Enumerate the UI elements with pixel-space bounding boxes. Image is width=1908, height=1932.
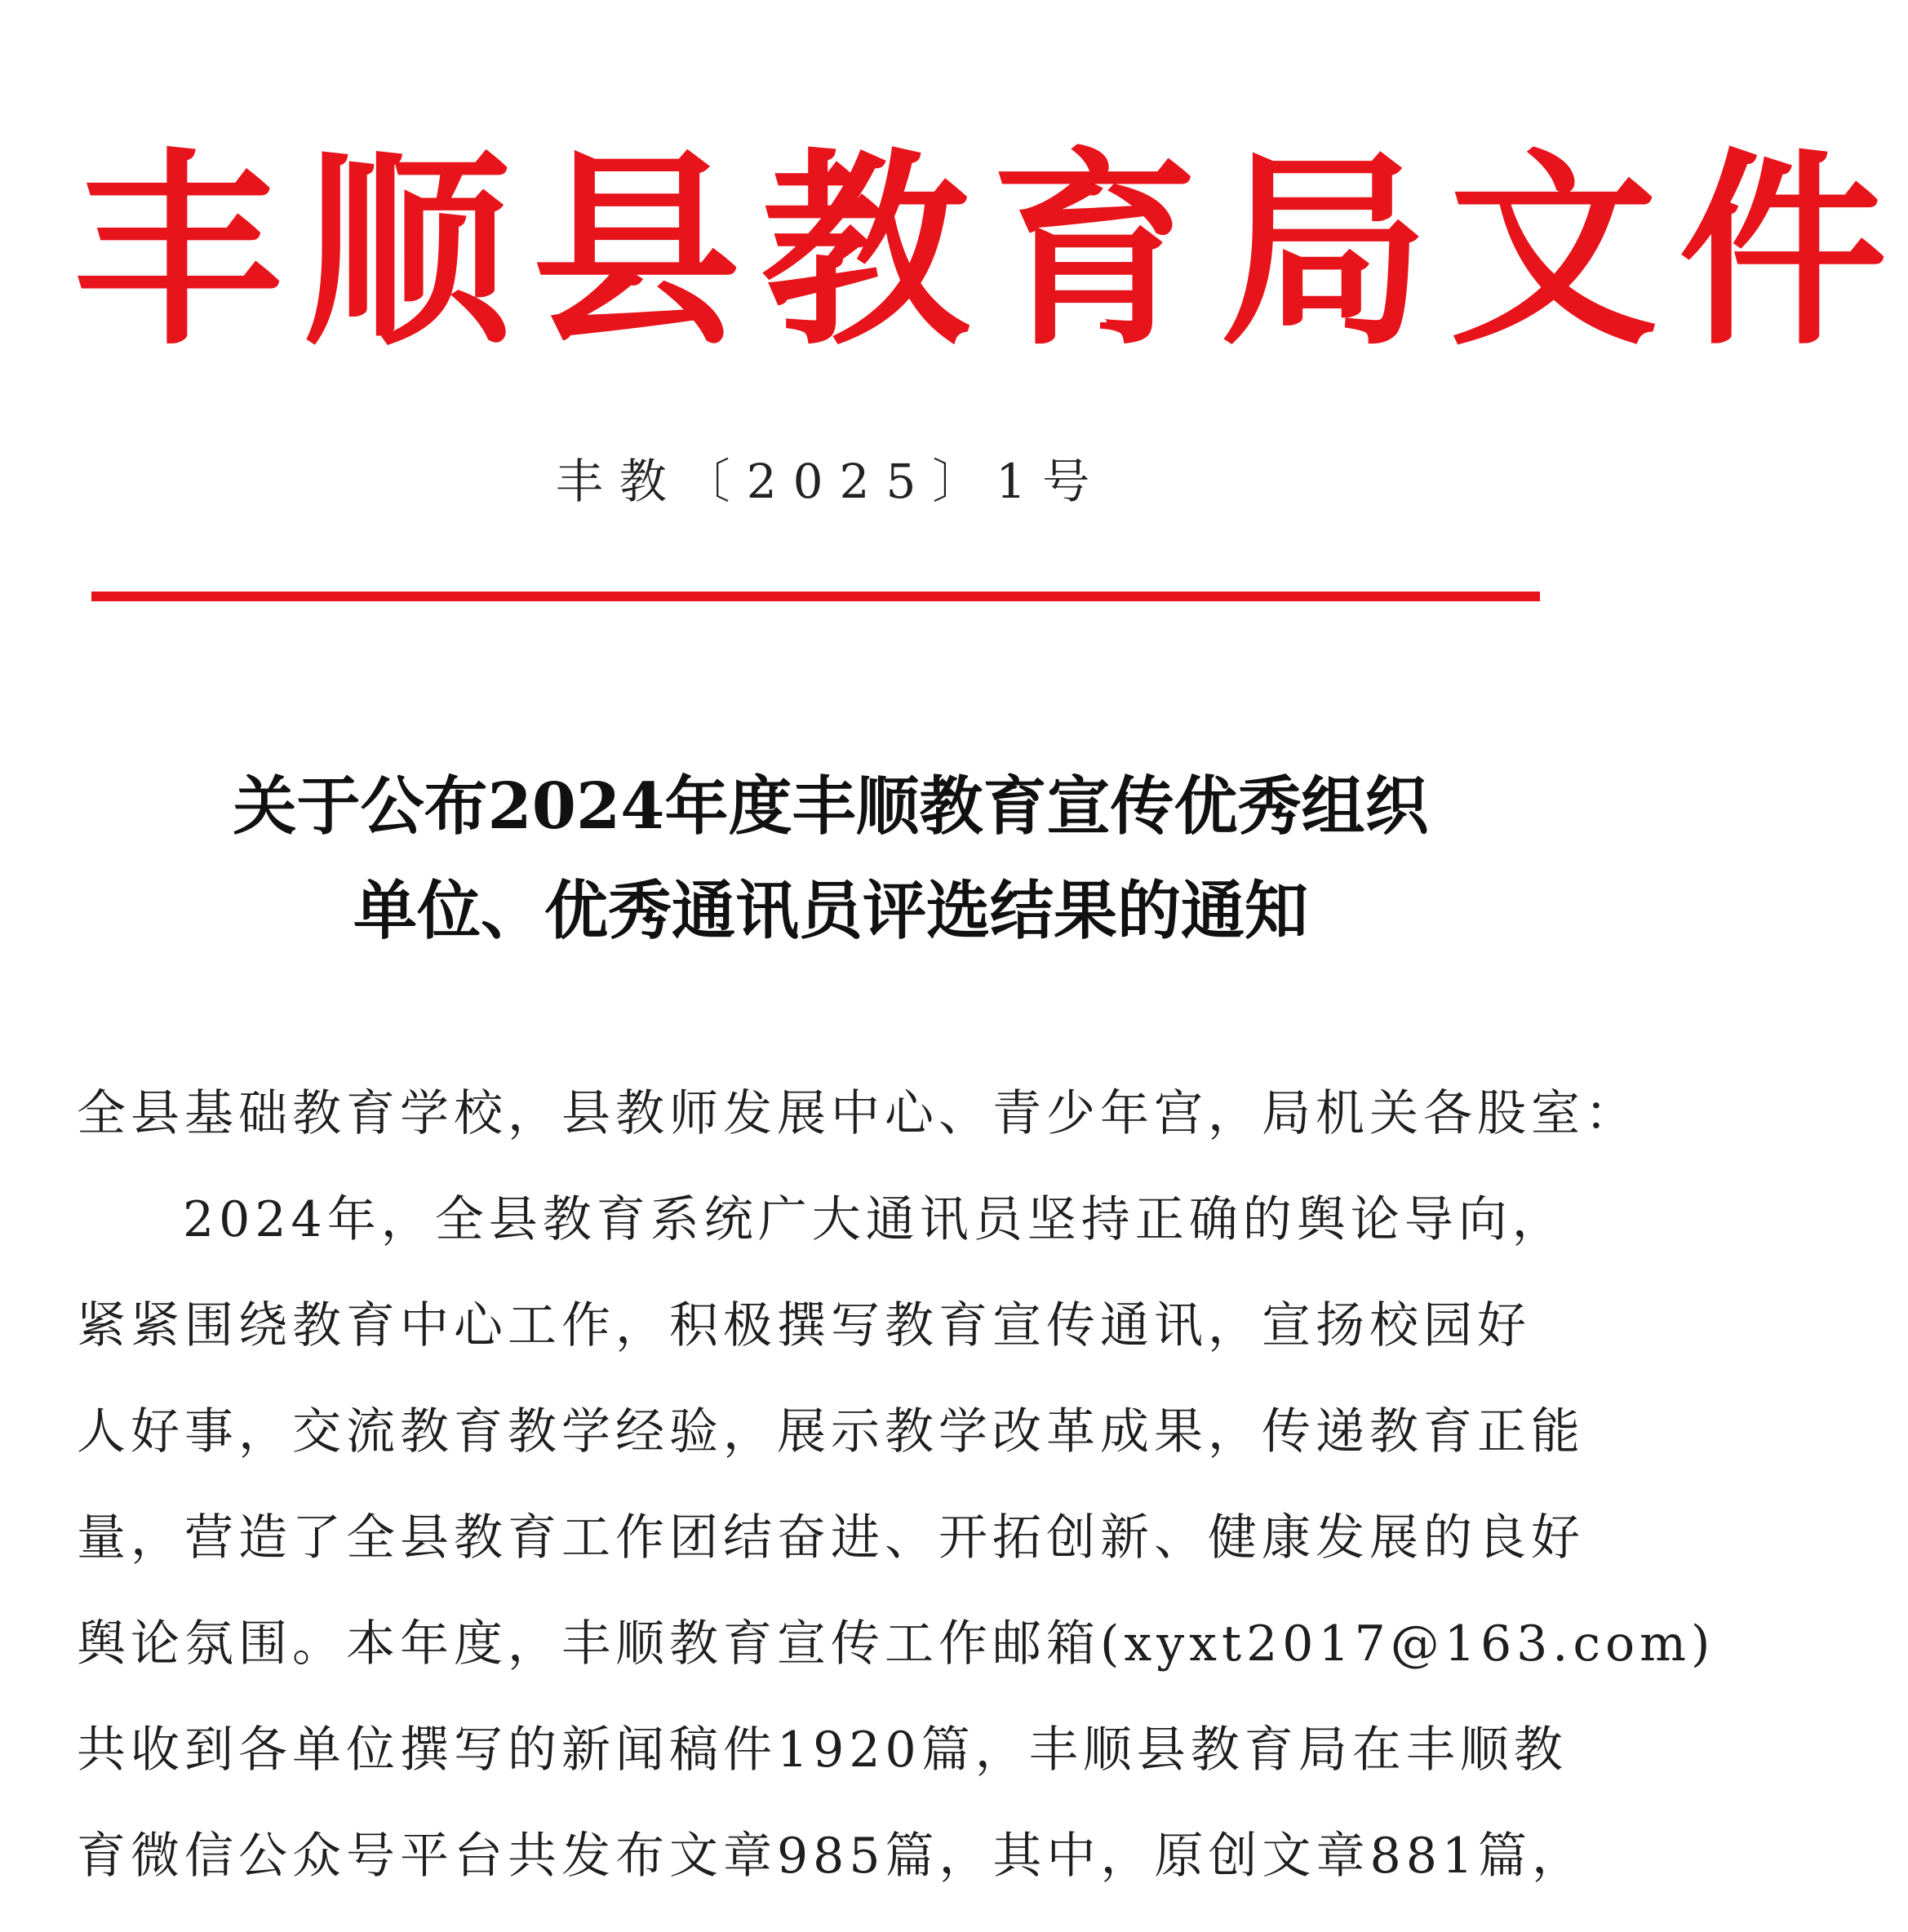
body-line: 育微信公众号平台共发布文章985篇，其中，原创文章881篇，	[77, 1828, 1586, 1885]
title-line: 关于公布2024年度丰顺教育宣传优秀组织	[233, 769, 1429, 844]
body-line-with-email: 舆论氛围。本年度，丰顺教育宣传工作邮箱(xyxt2017@163.com)	[77, 1615, 1715, 1673]
title-line: 单位、优秀通讯员评选结果的通知	[353, 874, 1308, 948]
document-number: 丰教〔2025〕1号	[555, 454, 1107, 509]
masthead-title: 丰顺县教育局文件	[73, 131, 1908, 374]
body-line: 共收到各单位撰写的新闻稿件1920篇，丰顺县教育局在丰顺教	[77, 1722, 1568, 1779]
body-line: 人好事，交流教育教学经验，展示教学改革成果，传递教育正能	[77, 1403, 1585, 1460]
body-line: 量，营造了全县教育工作团结奋进、开拓创新、健康发展的良好	[77, 1509, 1585, 1566]
addressee-line: 全县基础教育学校，县教师发展中心、青少年宫，局机关各股室：	[77, 1085, 1639, 1142]
red-divider-line	[91, 592, 1540, 601]
notice-title	[82, 755, 1580, 964]
body-line: 紧紧围绕教育中心工作，积极撰写教育宣传通讯，宣扬校园好	[77, 1297, 1531, 1354]
body-line: 2024年，全县教育系统广大通讯员坚持正确的舆论导向，	[183, 1191, 1566, 1248]
body-text	[77, 1061, 1715, 1909]
